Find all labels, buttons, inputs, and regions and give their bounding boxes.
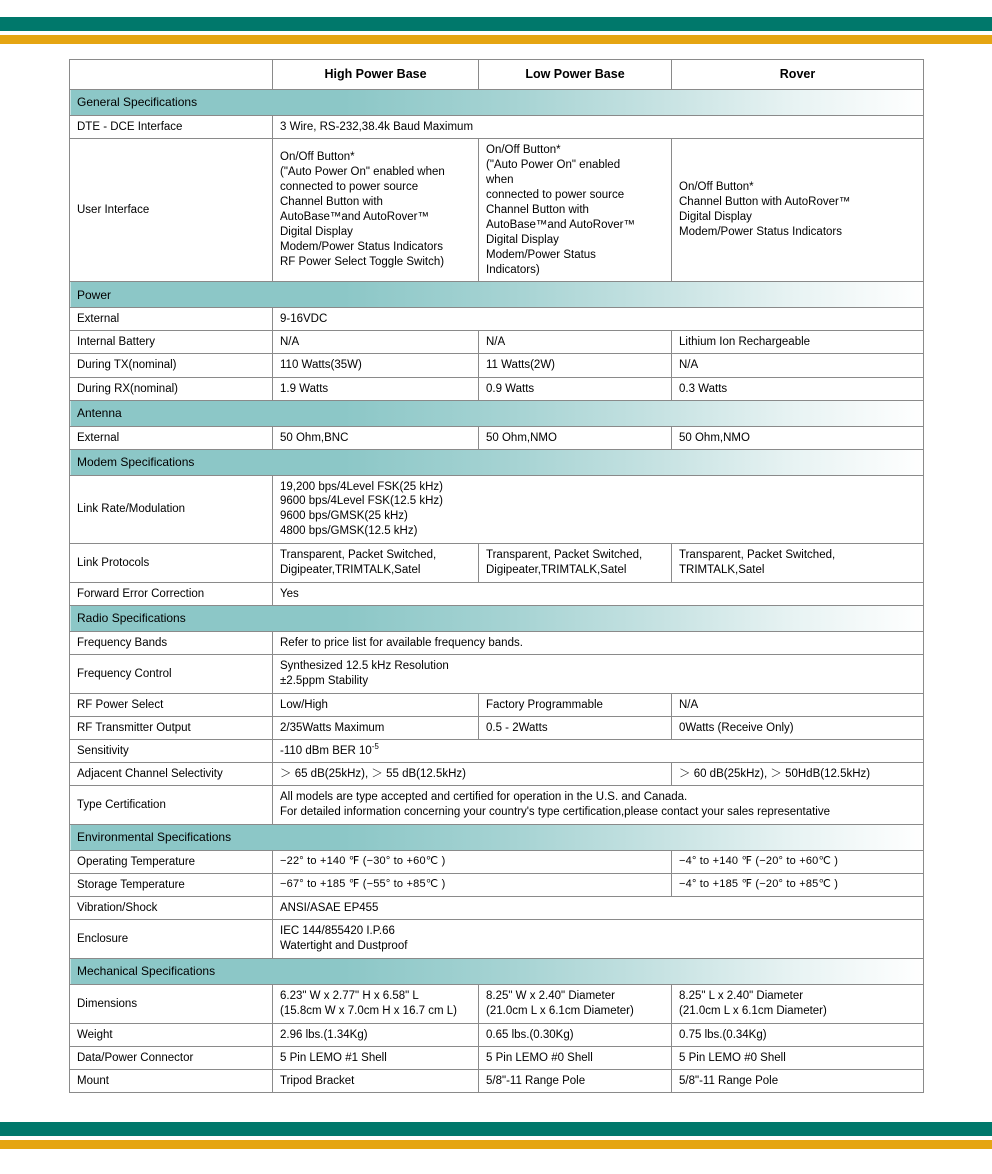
table-row [70,139,924,282]
table-row [70,920,924,959]
row-label: DTE - DCE Interface [70,116,273,139]
table-row [70,984,924,1023]
row-value-rov: 0Watts (Receive Only) [672,717,924,740]
row-value-all-models: Refer to price list for available frequency bands. [273,632,924,655]
brand-bar-teal-bottom [0,1122,992,1136]
column-header-blank [70,60,273,90]
table-row [70,740,924,763]
row-label: Forward Error Correction [70,583,273,606]
row-value-hpb: 2.96 lbs.(1.34Kg) [273,1023,479,1046]
row-label: Dimensions [70,984,273,1023]
row-value-all-models: Synthesized 12.5 kHz Resolution ±2.5ppm Stability [273,655,924,694]
row-value-hpb: Low/High [273,694,479,717]
row-value-rov: −4° to +140 ℉ (−20° to +60℃ ) [672,851,924,874]
brand-bar-teal-top [0,17,992,31]
row-label: Frequency Bands [70,632,273,655]
section-header-row [70,449,924,475]
row-value-all-models: All models are type accepted and certified for operation in the U.S. and Canada. For detailed information concerning your country's type certification,please contact your sales representative [273,786,924,825]
table-row [70,308,924,331]
row-label: External [70,308,273,331]
table-row [70,426,924,449]
row-value-lpb: 0.65 lbs.(0.30Kg) [479,1023,672,1046]
table-row [70,655,924,694]
table-row [70,377,924,400]
table-row [70,694,924,717]
section-title: Mechanical Specifications [70,958,924,984]
row-value-rov: 5/8"-11 Range Pole [672,1069,924,1092]
section-header-row [70,958,924,984]
table-row [70,1069,924,1092]
row-label: Adjacent Channel Selectivity [70,763,273,786]
row-label: Vibration/Shock [70,897,273,920]
table-row [70,851,924,874]
row-label: Mount [70,1069,273,1092]
row-value-all-models: -110 dBm BER $10^{-5}$ [273,740,924,763]
table-row [70,786,924,825]
column-header-lpb: Low Power Base [479,60,672,90]
section-title: Modem Specifications [70,449,924,475]
table-row [70,874,924,897]
row-value-all-models: Yes [273,583,924,606]
row-value-hpb: 6.23" W x 2.77" H x 6.58" L (15.8cm W x 7.0cm H x 16.7 cm L) [273,984,479,1023]
row-value-lpb: Factory Programmable [479,694,672,717]
row-value-lpb: 5 Pin LEMO #0 Shell [479,1046,672,1069]
row-label: Sensitivity [70,740,273,763]
row-value-hpb: 5 Pin LEMO #1 Shell [273,1046,479,1069]
row-value-lpb: On/Off Button* ("Auto Power On" enabled when connected to power source Channel Button with AutoBase™and AutoRover™ Digital Display Modem/Power Status Indicators) [479,139,672,282]
row-label: RF Power Select [70,694,273,717]
row-value-lpb: 0.5 - 2Watts [479,717,672,740]
row-label: Link Rate/Modulation [70,475,273,544]
row-label: During RX(nominal) [70,377,273,400]
row-label: RF Transmitter Output [70,717,273,740]
section-title: General Specifications [70,90,924,116]
specifications-table-container [69,59,923,1093]
row-value-hpb: On/Off Button* ("Auto Power On" enabled when connected to power source Channel Button with AutoBase™and AutoRover™ Digital Display Modem/Power Status Indicators RF Power Select Toggle Switch) [273,139,479,282]
table-row [70,1046,924,1069]
row-value-lpb: 50 Ohm,NMO [479,426,672,449]
row-label: Data/Power Connector [70,1046,273,1069]
row-value-lpb: Transparent, Packet Switched, Digipeater,TRIMTALK,Satel [479,544,672,583]
section-header-row [70,400,924,426]
bottom-brand-bars [0,1122,992,1149]
table-row [70,763,924,786]
table-row [70,475,924,544]
brand-bar-gold-top [0,35,992,44]
row-value-rov: 50 Ohm,NMO [672,426,924,449]
row-value-all-models: 9-16VDC [273,308,924,331]
row-label: During TX(nominal) [70,354,273,377]
table-row [70,632,924,655]
row-value-rov: On/Off Button* Channel Button with AutoRover™ Digital Display Modem/Power Status Indicators [672,139,924,282]
row-label: Weight [70,1023,273,1046]
table-row [70,897,924,920]
section-title: Power [70,282,924,308]
row-value-hpb: 50 Ohm,BNC [273,426,479,449]
row-value-all-models: 19,200 bps/4Level FSK(25 kHz) 9600 bps/4Level FSK(12.5 kHz) 9600 bps/GMSK(25 kHz) 4800 bps/GMSK(12.5 kHz) [273,475,924,544]
row-label: Type Certification [70,786,273,825]
row-value-rov: Transparent, Packet Switched, TRIMTALK,Satel [672,544,924,583]
section-title: Antenna [70,400,924,426]
row-value-lpb: 5/8"-11 Range Pole [479,1069,672,1092]
specifications-table [69,59,924,1093]
brand-bar-gold-bottom [0,1140,992,1149]
row-label: Enclosure [70,920,273,959]
row-value-rov: −4° to +185 ℉ (−20° to +85℃ ) [672,874,924,897]
row-value-rov: N/A [672,354,924,377]
row-value-hpb: 1.9 Watts [273,377,479,400]
row-value-lpb: N/A [479,331,672,354]
row-value-lpb: 8.25" W x 2.40" Diameter (21.0cm L x 6.1cm Diameter) [479,984,672,1023]
row-value-hpb: 2/35Watts Maximum [273,717,479,740]
row-value-hpb: Transparent, Packet Switched, Digipeater,TRIMTALK,Satel [273,544,479,583]
row-label: Storage Temperature [70,874,273,897]
table-row [70,717,924,740]
section-title: Environmental Specifications [70,825,924,851]
section-header-row [70,282,924,308]
row-value-rov: 0.75 lbs.(0.34Kg) [672,1023,924,1046]
table-row [70,354,924,377]
row-value-lpb: 0.9 Watts [479,377,672,400]
section-header-row [70,90,924,116]
row-value-rov: 8.25" L x 2.40" Diameter (21.0cm L x 6.1cm Diameter) [672,984,924,1023]
table-row [70,331,924,354]
row-label: External [70,426,273,449]
row-value-rov: 0.3 Watts [672,377,924,400]
column-header-hpb: High Power Base [273,60,479,90]
row-label: Operating Temperature [70,851,273,874]
top-brand-bars [0,17,992,44]
row-value-rov: N/A [672,694,924,717]
section-header-row [70,825,924,851]
section-title: Radio Specifications [70,606,924,632]
row-value-base-models: ＞ 65 dB(25kHz), ＞ 55 dB(12.5kHz) [273,763,672,786]
table-row [70,583,924,606]
row-value-rov: ＞ 60 dB(25kHz), ＞ 50HdB(12.5kHz) [672,763,924,786]
row-value-rov: Lithium Ion Rechargeable [672,331,924,354]
row-label: User Interface [70,139,273,282]
row-value-all-models: 3 Wire, RS-232,38.4k Baud Maximum [273,116,924,139]
row-value-lpb: 11 Watts(2W) [479,354,672,377]
table-row [70,544,924,583]
section-header-row [70,606,924,632]
table-column-header-row [70,60,924,90]
row-value-hpb: N/A [273,331,479,354]
column-header-rov: Rover [672,60,924,90]
table-row [70,116,924,139]
row-value-all-models: ANSI/ASAE EP455 [273,897,924,920]
row-label: Internal Battery [70,331,273,354]
row-value-all-models: IEC 144/855420 I.P.66 Watertight and Dustproof [273,920,924,959]
table-row [70,1023,924,1046]
row-label: Frequency Control [70,655,273,694]
row-value-hpb: Tripod Bracket [273,1069,479,1092]
row-label: Link Protocols [70,544,273,583]
row-value-base-models: −22° to +140 ℉ (−30° to +60℃ ) [273,851,672,874]
row-value-base-models: −67° to +185 ℉ (−55° to +85℃ ) [273,874,672,897]
row-value-hpb: 110 Watts(35W) [273,354,479,377]
row-value-rov: 5 Pin LEMO #0 Shell [672,1046,924,1069]
